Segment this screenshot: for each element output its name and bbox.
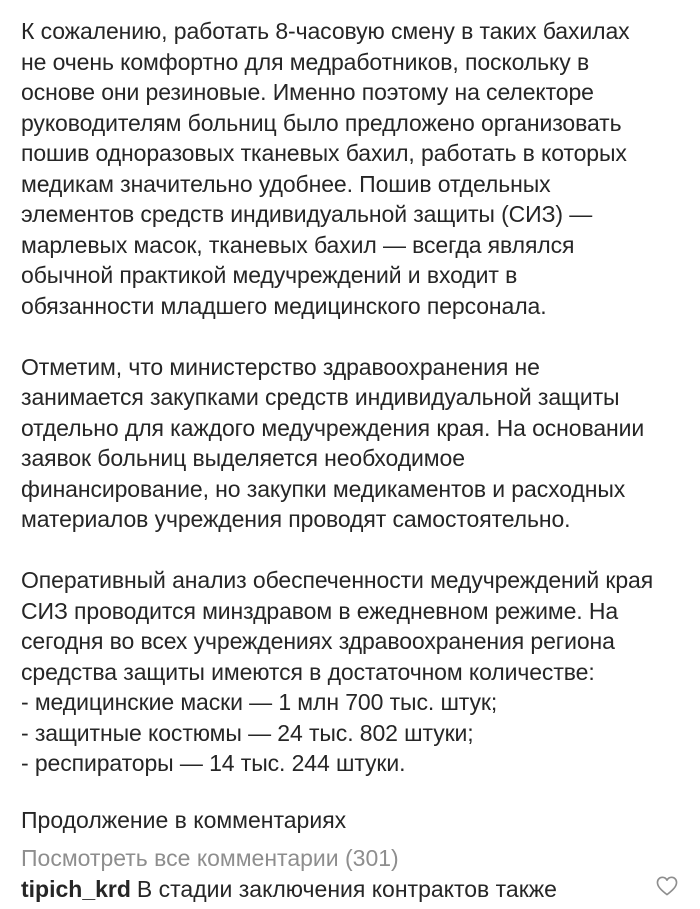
- paragraph-spacer: [21, 321, 681, 352]
- caption-line: медикам значительно удобнее. Пошив отдельных: [21, 170, 551, 197]
- caption-line: элементов средств индивидуальной защиты (СИЗ) —: [21, 201, 593, 227]
- caption-line: руководителям больниц было предложено организовать: [21, 109, 622, 136]
- caption-line: заявок больниц выделяется необходимое: [21, 445, 465, 471]
- caption-paragraph-1: [21, 16, 681, 321]
- caption-line: СИЗ проводится минздравом в ежедневном режиме. На: [21, 597, 619, 624]
- heart-icon-graphic: [656, 876, 678, 896]
- caption-line: К сожалению, работать 8-часовую смену в таких бахилах: [21, 18, 630, 44]
- view-all-comments-link[interactable]: Посмотреть все комментарии (301): [21, 845, 399, 871]
- caption-paragraph-3: [21, 565, 681, 779]
- caption-line: марлевых масок, тканевых бахил — всегда являлся: [21, 231, 575, 258]
- caption-line: Отметим, что министерство здравоохранения не: [21, 353, 540, 380]
- caption-list-item: - медицинские маски — 1 млн 700 тыс. штук;: [21, 689, 498, 715]
- comment-username[interactable]: tipich_krd: [21, 876, 131, 902]
- caption-list-item: - респираторы — 14 тыс. 244 штуки.: [21, 750, 406, 776]
- caption-line: основе они резиновые. Именно поэтому на селекторе: [21, 79, 594, 105]
- caption-line: пошив одноразовых тканевых бахил, работать в которых: [21, 140, 627, 166]
- caption-line: не очень комфортно для медработников, поскольку в: [21, 48, 590, 75]
- paragraph-spacer: [21, 535, 681, 566]
- caption-line: отдельно для каждого медучреждения края. На основании: [21, 414, 645, 441]
- caption-line: материалов учреждения проводят самостоятельно.: [21, 506, 571, 532]
- caption-line: занимается закупками средств индивидуальной защиты: [21, 384, 620, 410]
- caption-line: обязанности младшего медицинского персонала.: [21, 292, 547, 319]
- caption-line: сегодня во всех учреждениях здравоохранения региона: [21, 628, 615, 654]
- caption-list-item: - защитные костюмы — 24 тыс. 802 штуки;: [21, 719, 474, 746]
- caption-line: Оперативный анализ обеспеченности медучреждений края: [21, 567, 654, 593]
- comment-text: В стадии заключения контрактов также: [136, 876, 557, 902]
- caption-line: обычной практикой медучреждений и входит в: [21, 262, 518, 288]
- post-caption: [21, 16, 681, 779]
- caption-line: финансирование, но закупки медикаментов и расходных: [21, 475, 626, 502]
- heart-icon[interactable]: [656, 876, 678, 896]
- comment-preview: [21, 873, 641, 905]
- caption-line: средства защиты имеются в достаточном количестве:: [21, 658, 595, 685]
- caption-paragraph-2: [21, 352, 681, 535]
- continuation-note: Продолжение в комментариях: [21, 807, 347, 833]
